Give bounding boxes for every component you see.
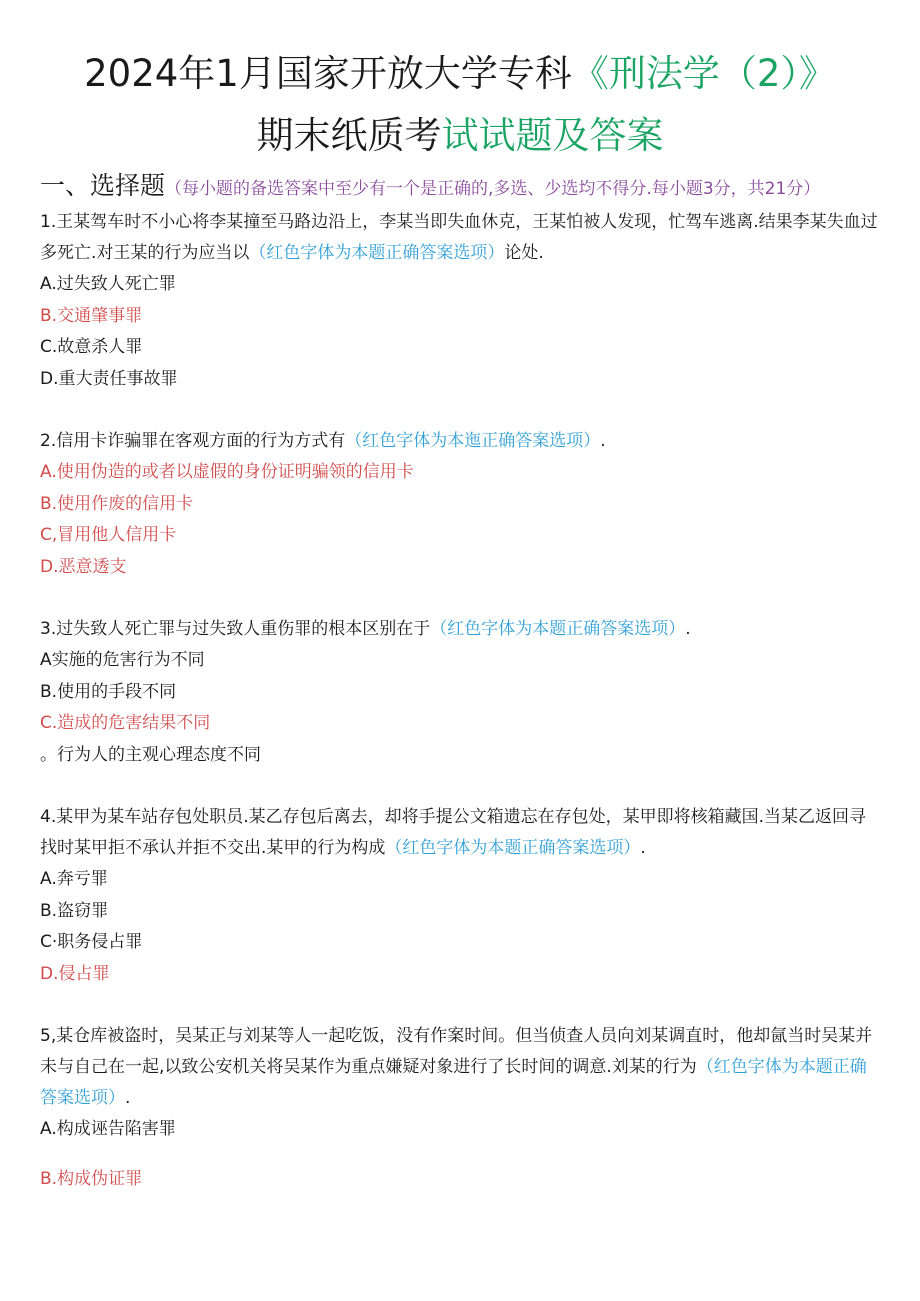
- title-main-text: 2024年1月国家开放大学专科: [84, 52, 572, 95]
- section-instructions: （每小题的备选答案中至少有一个是正确的,多选、少选均不得分.每小题3分，共21分）: [165, 179, 821, 199]
- answer-hint: （红色字体为本题正确答案选项）: [385, 838, 641, 858]
- question-5-option-a: A.构成诬告陷害罪: [40, 1119, 176, 1139]
- question-4-option-c: C·职务侵占罪: [40, 932, 143, 952]
- answer-hint: （红色字体为本迤正确答案选项）: [345, 431, 601, 451]
- spacer: [40, 771, 882, 802]
- answer-hint: （红色字体为本题正确答案选项）: [40, 1057, 867, 1108]
- answer-hint: （红色字体为本题正确答案选项）: [430, 619, 686, 639]
- question-1-stem: [40, 207, 882, 269]
- question-text: 5,某仓库被盗时，吴某正与刘某等人一起吃饭，没有作案时间。但当侦查人员向刘某调直时，他却氤当时吴某并未与自己在一起,以致公安机关将吴某作为重点嫌疑对象进行了长时间的调意.刘某的行为: [40, 1026, 873, 1077]
- spacer: [40, 1146, 882, 1164]
- title-course-name: 《刑法学（2）》: [571, 52, 836, 95]
- question-5-stem: [40, 1021, 882, 1114]
- question-text: 3.过失致人死亡罪与过失致人重伤罪的根本区别在于: [40, 619, 431, 639]
- question-4-option-d-correct: D.侵占罪: [40, 963, 110, 984]
- question-text-end: .: [125, 1088, 131, 1108]
- answer-hint: （红色字体为本题正确答案选项）: [249, 243, 505, 263]
- question-text-end: 论处.: [504, 243, 544, 263]
- question-3-option-a: A实施的危害行为不同: [40, 650, 205, 670]
- question-2-option-a-correct: A.使用伪造的或者以虚假的身份证明骗领的信用卡: [40, 462, 414, 482]
- question-2-stem: [40, 426, 882, 457]
- document-title-line2: [0, 110, 920, 162]
- question-3-stem: [40, 614, 882, 645]
- question-4-option-a: A.奔亏罪: [40, 869, 108, 889]
- question-2-option-c-correct: C,冒用他人信用卡: [40, 525, 177, 545]
- title-exam-type: 期末纸质考: [256, 114, 442, 157]
- section-heading-label: 一、选择题: [40, 171, 166, 200]
- section-heading: [40, 168, 882, 207]
- question-5-option-b-correct: B.构成伪证罪: [40, 1168, 143, 1189]
- question-text: 2.信用卡诈骗罪在客观方面的行为方式有: [40, 431, 346, 451]
- spacer: [40, 583, 882, 614]
- question-2-option-b-correct: B.使用作废的信用卡: [40, 493, 194, 514]
- question-1-option-a: A.过失致人死亡罪: [40, 274, 176, 294]
- question-1-option-d: D.重大责任事故罪: [40, 368, 178, 389]
- question-2-option-d-correct: D.恶意透支: [40, 556, 127, 577]
- spacer: [40, 395, 882, 426]
- question-text-end: .: [640, 838, 646, 858]
- document-title-line1: [0, 48, 920, 100]
- question-3-option-d: 。行为人的主观心理态度不同: [40, 744, 261, 765]
- question-text-end: .: [600, 431, 606, 451]
- spacer: [40, 990, 882, 1021]
- title-suffix: 试试题及答案: [441, 114, 664, 157]
- question-4-option-b: B.盗窃罪: [40, 900, 109, 921]
- question-1-option-b-correct: B.交通肇事罪: [40, 305, 143, 326]
- question-text: 1.王某驾车时不小心将李某撞至马路边沿上，李某当即失血休克，王某怕被人发现，忙驾车逃离.结果李某失血过多死亡.对王某的行为应当以: [40, 212, 878, 263]
- question-content: [40, 168, 882, 1195]
- question-4-stem: [40, 802, 882, 864]
- question-3-option-c-correct: C.造成的危害结果不同: [40, 713, 211, 733]
- question-text-end: .: [685, 619, 691, 639]
- question-text: 4.某甲为某车站存包处职员.某乙存包后离去，却将手提公文箱遗忘在存包处，某甲即将核箱藏国.当某乙返回寻找时某甲拒不承认并拒不交出.某甲的行为构成: [40, 807, 867, 858]
- question-3-option-b: B.使用的手段不同: [40, 681, 177, 702]
- question-1-option-c: C.故意杀人罪: [40, 337, 143, 357]
